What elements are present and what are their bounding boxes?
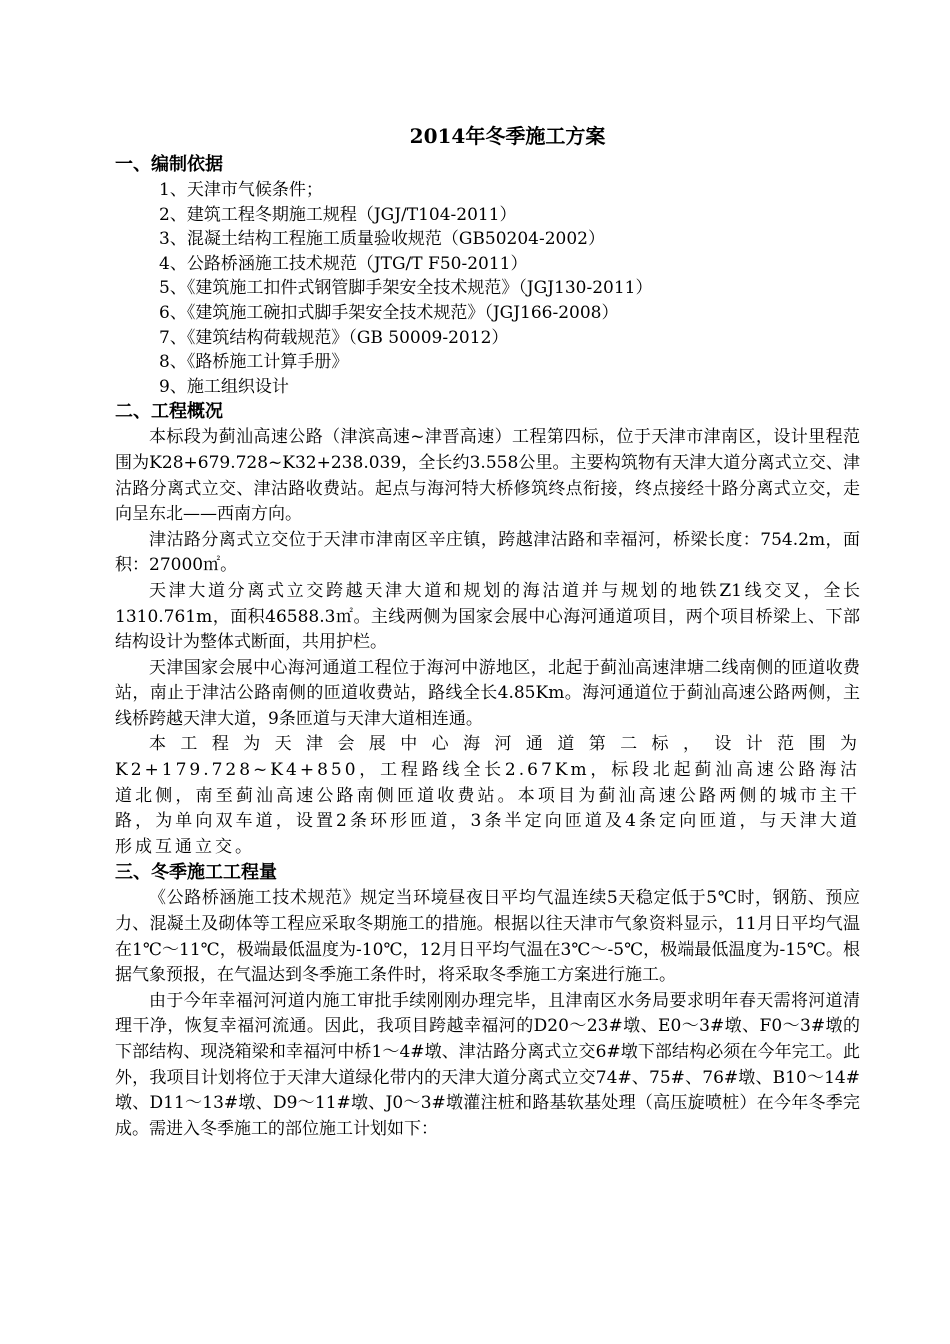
list-item: 7、《建筑结构荷载规范》（GB 50009-2012） [159,327,509,348]
paragraph: 本工程为天津会展中心海河通道第二标，设计范围为K2+179.728~K4+850，工程路线全长2.67Km，标段北起蓟汕高速公路海沽道北侧，南至蓟汕高速公路南侧匝道收费站。本项目为蓟汕高速公路两侧的城市主干路，为单向双车道，设置2条环形匝道，3条半定向匝道及4条定向匝道，与天津大道形成互通立交。 [115,734,860,857]
section-heading-overview: 二、工程概况 [115,401,223,423]
section-heading-basis: 一、编制依据 [115,154,223,175]
list-item: 6、《建筑施工碗扣式脚手架安全技术规范》（JGJ166-2008） [159,302,619,323]
paragraph: 津沽路分离式立交位于天津市津南区辛庄镇，跨越津沽路和幸福河，桥梁长度：754.2m，面积：27000㎡。 [115,529,860,576]
paragraph: 本标段为蓟汕高速公路（津滨高速~津晋高速）工程第四标，位于天津市津南区，设计里程范围为K28+679.728~K32+238.039，全长约3.558公里。主要构筑物有天津大道分离式立交、津沽路分离式立交、津沽路收费站。起点与海河特大桥修筑终点衔接，终点接经十路分离式立交，走向呈东北——西南方向。 [115,427,860,525]
paragraph: 《公路桥涵施工技术规范》规定当环境昼夜日平均气温连续5天稳定低于5℃时，钢筋、预应力、混凝土及砌体等工程应采取冬期施工的措施。根据以往天津市气象资料显示，11月日平均气温在1℃～11℃，极端最低温度为-10℃，12月日平均气温在3℃～-5℃，极端最低温度为-15℃。根据气象预报，在气温达到冬季施工条件时，将采取冬季施工方案进行施工。 [115,888,860,986]
document-title: 2014年冬季施工方案 [409,124,606,148]
list-item: 1、天津市气候条件； [159,180,323,200]
list-item: 9、施工组织设计 [159,376,289,397]
basis-list [115,178,860,399]
paragraph: 天津大道分离式立交跨越天津大道和规划的海沽道并与规划的地铁Z1线交叉，全长1310.761m，面积46588.3㎡。主线两侧为国家会展中心海河通道项目，两个项目桥梁上、下部结构设计为整体式断面，共用护栏。 [115,580,860,653]
document-page [115,120,860,1142]
list-item: 3、混凝土结构工程施工质量验收规范（GB50204-2002） [159,229,605,250]
list-item: 8、《路桥施工计算手册》 [159,352,349,373]
paragraph: 由于今年幸福河河道内施工审批手续刚刚办理完毕，且津南区水务局要求明年春天需将河道清理干净，恢复幸福河流通。因此，我项目跨越幸福河的D20～23#墩、E0～3#墩、F0～3#墩的下部结构、现浇箱梁和幸福河中桥1～4#墩、津沽路分离式立交6#墩下部结构必须在今年完工。此外，我项目计划将位于天津大道绿化带内的天津大道分离式立交74#、75#、76#墩、B10～14#墩、D11～13#墩、D9～11#墩、J0～3#墩灌注桩和路基软基处理（高压旋喷桩）在今年冬季完成。需进入冬季施工的部位施工计划如下： [115,990,860,1139]
list-item: 5、《建筑施工扣件式钢管脚手架安全技术规范》（JGJ130-2011） [159,278,653,299]
paragraph: 天津国家会展中心海河通道工程位于海河中游地区，北起于蓟汕高速津塘二线南侧的匝道收费站，南止于津沽公路南侧的匝道收费站，路线全长4.85Km。海河通道位于蓟汕高速公路两侧，主线桥跨越天津大道，9条匝道与天津大道相连通。 [115,657,860,729]
list-item: 4、公路桥涵施工技术规范（JTG/T F50-2011） [159,253,528,274]
list-item: 2、建筑工程冬期施工规程（JGJ/T104-2011） [159,204,517,225]
section-heading-winter-quantities: 三、冬季施工工程量 [115,862,277,884]
